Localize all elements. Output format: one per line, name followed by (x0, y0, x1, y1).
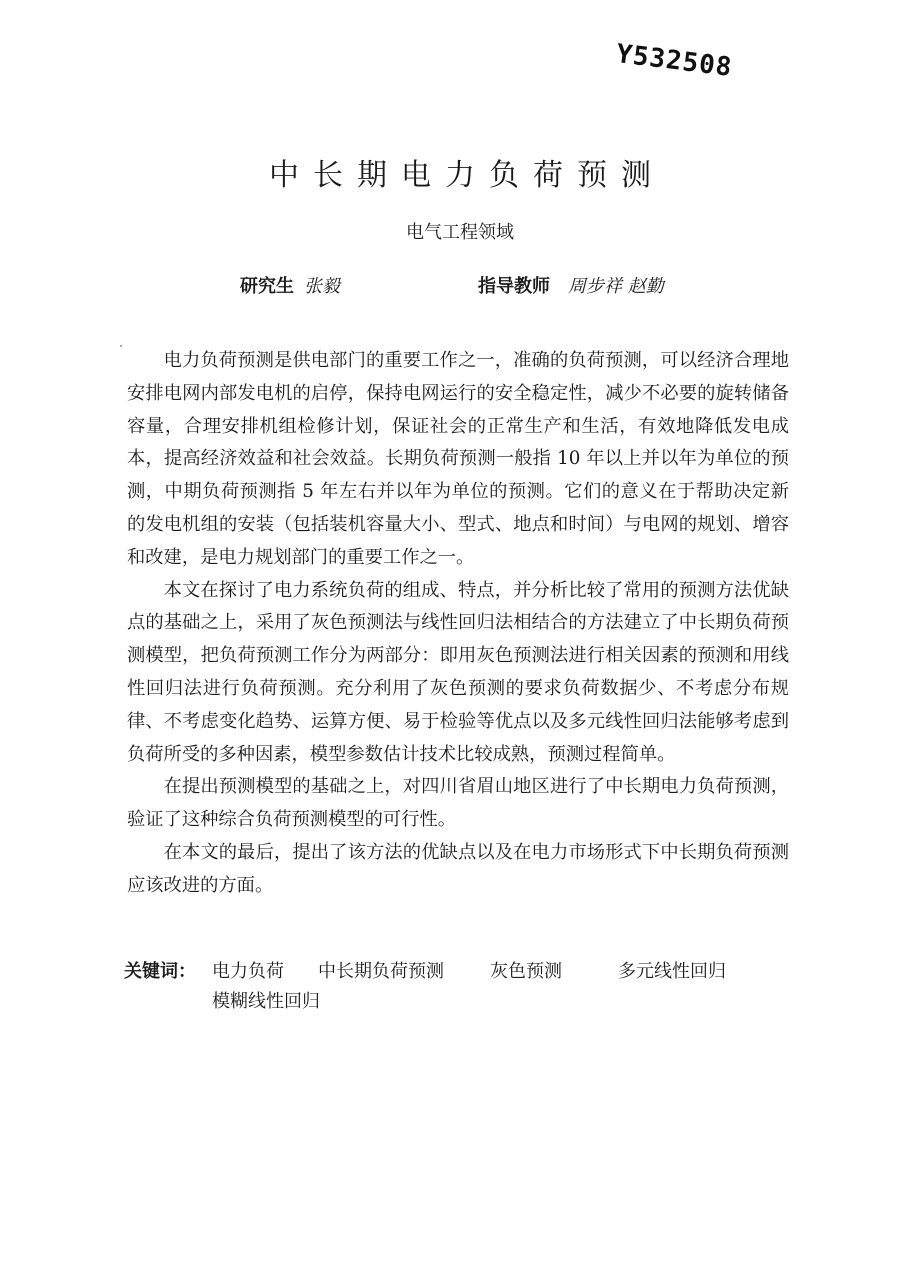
keywords-label: 关键词： (124, 961, 196, 982)
document-stamp: Y532508 (614, 39, 734, 83)
keyword: 电力负荷 (212, 961, 284, 982)
advisor-byline (478, 272, 664, 298)
advisor-label: 指导教师 (478, 276, 550, 297)
graduate-name: 张毅 (304, 276, 340, 297)
abstract-paragraph: 本文在探讨了电力系统负荷的组成、特点，并分析比较了常用的预测方法优缺点的基础之上，采用了灰色预测法与线性回归法相结合的方法建立了中长期负荷预测模型，把负荷预测工作分为两部分：即用灰色预测法进行相关因素的预测和用线性回归法进行负荷预测。充分利用了灰色预测的要求负荷数据少、不考虑分布规律、不考虑变化趋势、运算方便、易于检验等优点以及多元线性回归法能够考虑到负荷所受的多种因素，模型参数估计技术比较成熟，预测过程简单。 (127, 579, 789, 765)
abstract-paragraph: 在本文的最后，提出了该方法的优缺点以及在电力市场形式下中长期负荷预测应该改进的方面。 (127, 841, 789, 896)
abstract-paragraph: 电力负荷预测是供电部门的重要工作之一，准确的负荷预测，可以经济合理地安排电网内部发电机的启停，保持电网运行的安全稳定性，减少不必要的旋转储备容量，合理安排机组检修计划，保证社会的正常生产和生活，有效地降低发电成本，提高经济效益和社会效益。长期负荷预测一般指 10 年以上并以年为单位的预测，中期负荷预测指 5 年左右并以年为单位的预测。它们的意义在于帮助决定新的发电机组的安装（包括装机容量大小、型式、地点和时间）与电网的规划、增容和改建，是电力规划部门的重要工作之一。 (127, 350, 789, 568)
field-of-study: 电气工程领域 (406, 222, 514, 243)
abstract-paragraph: 在提出预测模型的基础之上，对四川省眉山地区进行了中长期电力负荷预测，验证了这种综合负荷预测模型的可行性。 (127, 776, 789, 831)
graduate-byline (240, 272, 340, 298)
keyword: 中长期负荷预测 (318, 961, 444, 982)
graduate-label: 研究生 (240, 276, 294, 297)
advisor-names: 周步祥 赵勤 (568, 276, 664, 297)
keyword: 模糊线性回归 (212, 991, 320, 1012)
page-title: 中长期电力负荷预测 (269, 158, 665, 193)
scan-speck (120, 345, 122, 347)
abstract-body (127, 345, 789, 903)
keyword: 多元线性回归 (618, 961, 726, 982)
keyword: 灰色预测 (490, 961, 562, 982)
